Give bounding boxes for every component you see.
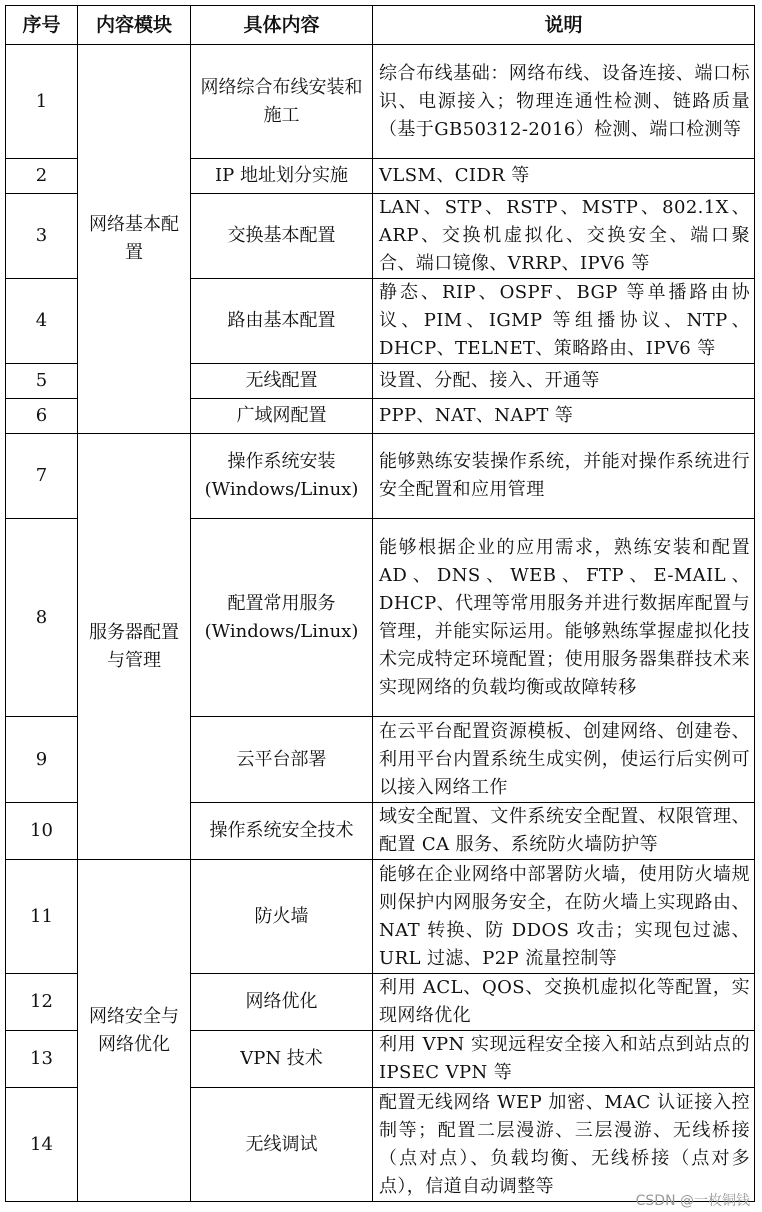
row-index: 5 — [6, 364, 78, 399]
table-row — [6, 434, 755, 519]
header-module: 内容模块 — [78, 6, 191, 45]
row-index: 6 — [6, 399, 78, 434]
description-cell: PPP、NAT、NAPT 等 — [373, 399, 755, 434]
item-cell: 网络综合布线安装和施工 — [191, 45, 373, 159]
module-cell: 服务器配置与管理 — [78, 434, 191, 860]
description-cell: 配置无线网络 WEP 加密、MAC 认证接入控制等；配置二层漫游、三层漫游、无线桥接（点对点）、负载均衡、无线桥接（点对多点），信道自动调整等 — [373, 1088, 755, 1202]
row-index: 3 — [6, 194, 78, 279]
header-index: 序号 — [6, 6, 78, 45]
item-cell: 路由基本配置 — [191, 279, 373, 364]
description-cell: 域安全配置、文件系统安全配置、权限管理、配置 CA 服务、系统防火墙防护等 — [373, 803, 755, 860]
row-index: 2 — [6, 159, 78, 194]
row-index: 11 — [6, 860, 78, 974]
module-cell: 网络基本配置 — [78, 45, 191, 434]
row-index: 9 — [6, 717, 78, 803]
item-cell: 云平台部署 — [191, 717, 373, 803]
row-index: 10 — [6, 803, 78, 860]
description-cell: 在云平台配置资源模板、创建网络、创建卷、利用平台内置系统生成实例，使运行后实例可以接入网络工作 — [373, 717, 755, 803]
item-cell: VPN 技术 — [191, 1031, 373, 1088]
row-index: 7 — [6, 434, 78, 519]
item-cell: 操作系统安装(Windows/Linux) — [191, 434, 373, 519]
description-cell: 综合布线基础：网络布线、设备连接、端口标识、电源接入；物理连通性检测、链路质量（基于GB50312-2016）检测、端口检测等 — [373, 45, 755, 159]
row-index: 8 — [6, 519, 78, 717]
watermark: CSDN @一枚铜钱 — [635, 1193, 750, 1209]
header-description: 说明 — [373, 6, 755, 45]
item-cell: 无线调试 — [191, 1088, 373, 1202]
description-cell: 能够在企业网络中部署防火墙，使用防火墙规则保护内网服务安全，在防火墙上实现路由、NAT 转换、防 DDOS 攻击；实现包过滤、URL 过滤、P2P 流量控制等 — [373, 860, 755, 974]
item-cell: 操作系统安全技术 — [191, 803, 373, 860]
description-cell: 能够根据企业的应用需求，熟练安装和配置 AD、DNS、WEB、FTP、E-MAIL、DHCP、代理等常用服务并进行数据库配置与管理，并能实际运用。能够熟练掌握虚拟化技术完成特定环境配置；使用服务器集群技术来实现网络的负载均衡或故障转移 — [373, 519, 755, 717]
item-cell: 网络优化 — [191, 974, 373, 1031]
item-cell: 防火墙 — [191, 860, 373, 974]
table-header-row — [6, 6, 755, 45]
row-index: 4 — [6, 279, 78, 364]
item-cell: 交换基本配置 — [191, 194, 373, 279]
content-table — [5, 5, 755, 1202]
module-cell: 网络安全与网络优化 — [78, 860, 191, 1202]
description-cell: 利用 VPN 实现远程安全接入和站点到站点的 IPSEC VPN 等 — [373, 1031, 755, 1088]
item-cell: 无线配置 — [191, 364, 373, 399]
row-index: 12 — [6, 974, 78, 1031]
description-cell: 设置、分配、接入、开通等 — [373, 364, 755, 399]
item-cell: 广域网配置 — [191, 399, 373, 434]
row-index: 14 — [6, 1088, 78, 1202]
description-cell: 静态、RIP、OSPF、BGP 等单播路由协议、PIM、IGMP 等组播协议、NTP、DHCP、TELNET、策略路由、IPV6 等 — [373, 279, 755, 364]
table-row — [6, 860, 755, 974]
description-cell: 利用 ACL、QOS、交换机虚拟化等配置，实现网络优化 — [373, 974, 755, 1031]
row-index: 1 — [6, 45, 78, 159]
row-index: 13 — [6, 1031, 78, 1088]
description-cell: VLSM、CIDR 等 — [373, 159, 755, 194]
description-cell: LAN、STP、RSTP、MSTP、802.1X、ARP、交换机虚拟化、交换安全、端口聚合、端口镜像、VRRP、IPV6 等 — [373, 194, 755, 279]
item-cell: 配置常用服务(Windows/Linux) — [191, 519, 373, 717]
description-cell: 能够熟练安装操作系统，并能对操作系统进行安全配置和应用管理 — [373, 434, 755, 519]
item-cell: IP 地址划分实施 — [191, 159, 373, 194]
table-row — [6, 45, 755, 159]
header-item: 具体内容 — [191, 6, 373, 45]
